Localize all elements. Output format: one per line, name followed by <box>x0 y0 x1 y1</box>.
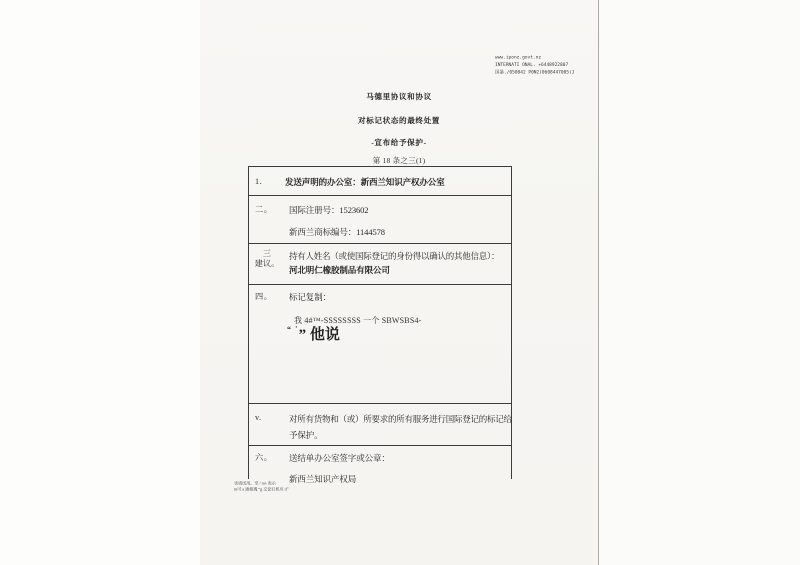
row-5-number: v. <box>255 413 262 422</box>
office-contact-block <box>495 54 574 77</box>
document-subtitle-protection: -宣布给予保护- <box>371 138 427 147</box>
contact-phone-domestic: 国暴./050842 P0N2(0608447005)J <box>495 69 575 75</box>
scan-margin-right <box>599 0 800 565</box>
row-2-number: 二。 <box>255 205 273 214</box>
document-title-line1: 马德里协议和协议 <box>366 92 432 101</box>
statement-form-table <box>248 166 512 484</box>
table-row-6-signature <box>249 446 511 484</box>
holder-name-value: 河北明仁橡胶制品有限公司 <box>289 265 390 275</box>
table-row-3-holder-name <box>249 244 511 285</box>
mark-text-line: 我 4#™-SSSSSSSS 一个 SBWSBS4- <box>294 316 422 325</box>
document-title-line2: 对标记状态的最终处置 <box>358 116 440 125</box>
contact-phone-international: INTERNATI ONAL. +6448922807 <box>495 62 569 68</box>
mark-reproduction-caption: 标记复制： <box>289 292 332 302</box>
row-3-number-line2: 建议。 <box>254 259 280 268</box>
table-row-1-sending-office <box>249 167 511 196</box>
table-row-5-protection-scope <box>249 404 511 446</box>
holder-name-caption: 持有人姓名（或使国际登记的身份得以确认的其他信息）： <box>289 251 500 261</box>
footnote-line1: 也请试用。至 / ros 表示 <box>234 481 276 486</box>
nz-trademark-number: 新西兰商标编号：1144578 <box>289 227 385 237</box>
mark-display-main: ” 他说 <box>298 327 340 343</box>
mark-display-text <box>287 323 340 344</box>
mark-display-quotes: “ ˙ <box>287 325 299 334</box>
international-registration-number: 国际注册号：1523602 <box>289 205 369 215</box>
scan-footnote <box>234 481 289 493</box>
table-row-4-mark-reproduction <box>249 285 511 404</box>
document-article-reference: 第 18 条之三(1) <box>372 156 426 165</box>
row-1-number: 1. <box>255 177 263 186</box>
contact-website: www.iponz.govt.nz <box>495 54 542 60</box>
row-3-number <box>249 249 285 269</box>
footnote-line2: m可 a 通相遇 “g 交论石机页 d” <box>234 487 289 492</box>
row-3-number-line1: 三 <box>262 249 272 258</box>
signing-office-name: 新西兰知识产权局 <box>289 474 357 484</box>
protection-scope-line2: 予保护。 <box>289 430 323 440</box>
row-6-number: 六。 <box>255 453 273 462</box>
row-4-number: 四。 <box>255 292 273 301</box>
signature-caption: 送结单办公室签字或公章： <box>289 453 390 463</box>
sending-office-value: 发送声明的办公室：新西兰知识产权办公室 <box>285 177 445 187</box>
table-row-2-registration-numbers <box>249 196 511 244</box>
protection-scope-line1: 对所有货物和（或）所要求的所有服务进行国际登记的标记给 <box>289 414 512 424</box>
